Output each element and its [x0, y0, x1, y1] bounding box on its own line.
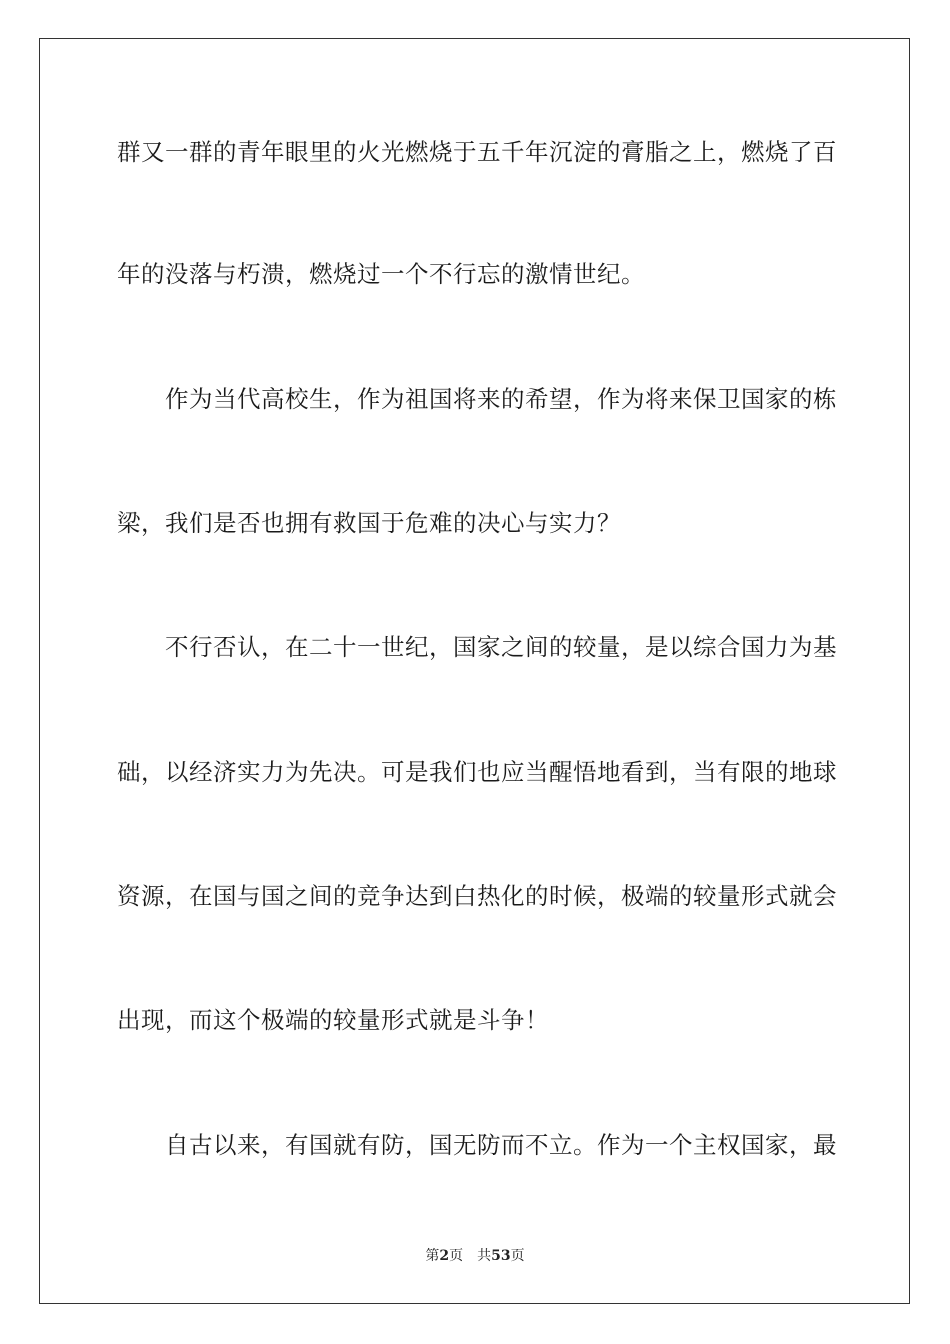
- total-pages: 53: [491, 1248, 511, 1264]
- text-line-1: 群又一群的青年眼里的火光燃烧于五千年沉淀的膏脂之上，燃烧了百: [117, 138, 837, 166]
- text-line-6: 础，以经济实力为先决。可是我们也应当醒悟地看到，当有限的地球: [117, 758, 837, 786]
- page-border: [39, 38, 910, 1304]
- page-suffix: 页: [449, 1248, 464, 1264]
- text-line-9: 自古以来，有国就有防，国无防而不立。作为一个主权国家，最: [165, 1131, 837, 1159]
- total-prefix: 共: [477, 1248, 492, 1264]
- total-suffix: 页: [510, 1248, 525, 1264]
- text-line-7: 资源，在国与国之间的竞争达到白热化的时候，极端的较量形式就会: [117, 882, 837, 910]
- text-line-5: 不行否认，在二十一世纪，国家之间的较量，是以综合国力为基: [165, 633, 837, 661]
- text-line-3: 作为当代高校生，作为祖国将来的希望，作为将来保卫国家的栋: [165, 385, 837, 413]
- page-number: 2: [439, 1248, 450, 1264]
- page-prefix: 第: [425, 1248, 440, 1264]
- text-line-8: 出现，而这个极端的较量形式就是斗争！: [117, 1006, 549, 1034]
- text-line-2: 年的没落与朽溃，燃烧过一个不行忘的激情世纪。: [117, 260, 645, 288]
- text-line-4: 梁，我们是否也拥有救国于危难的决心与实力？: [117, 509, 621, 537]
- page-footer: [0, 1247, 950, 1265]
